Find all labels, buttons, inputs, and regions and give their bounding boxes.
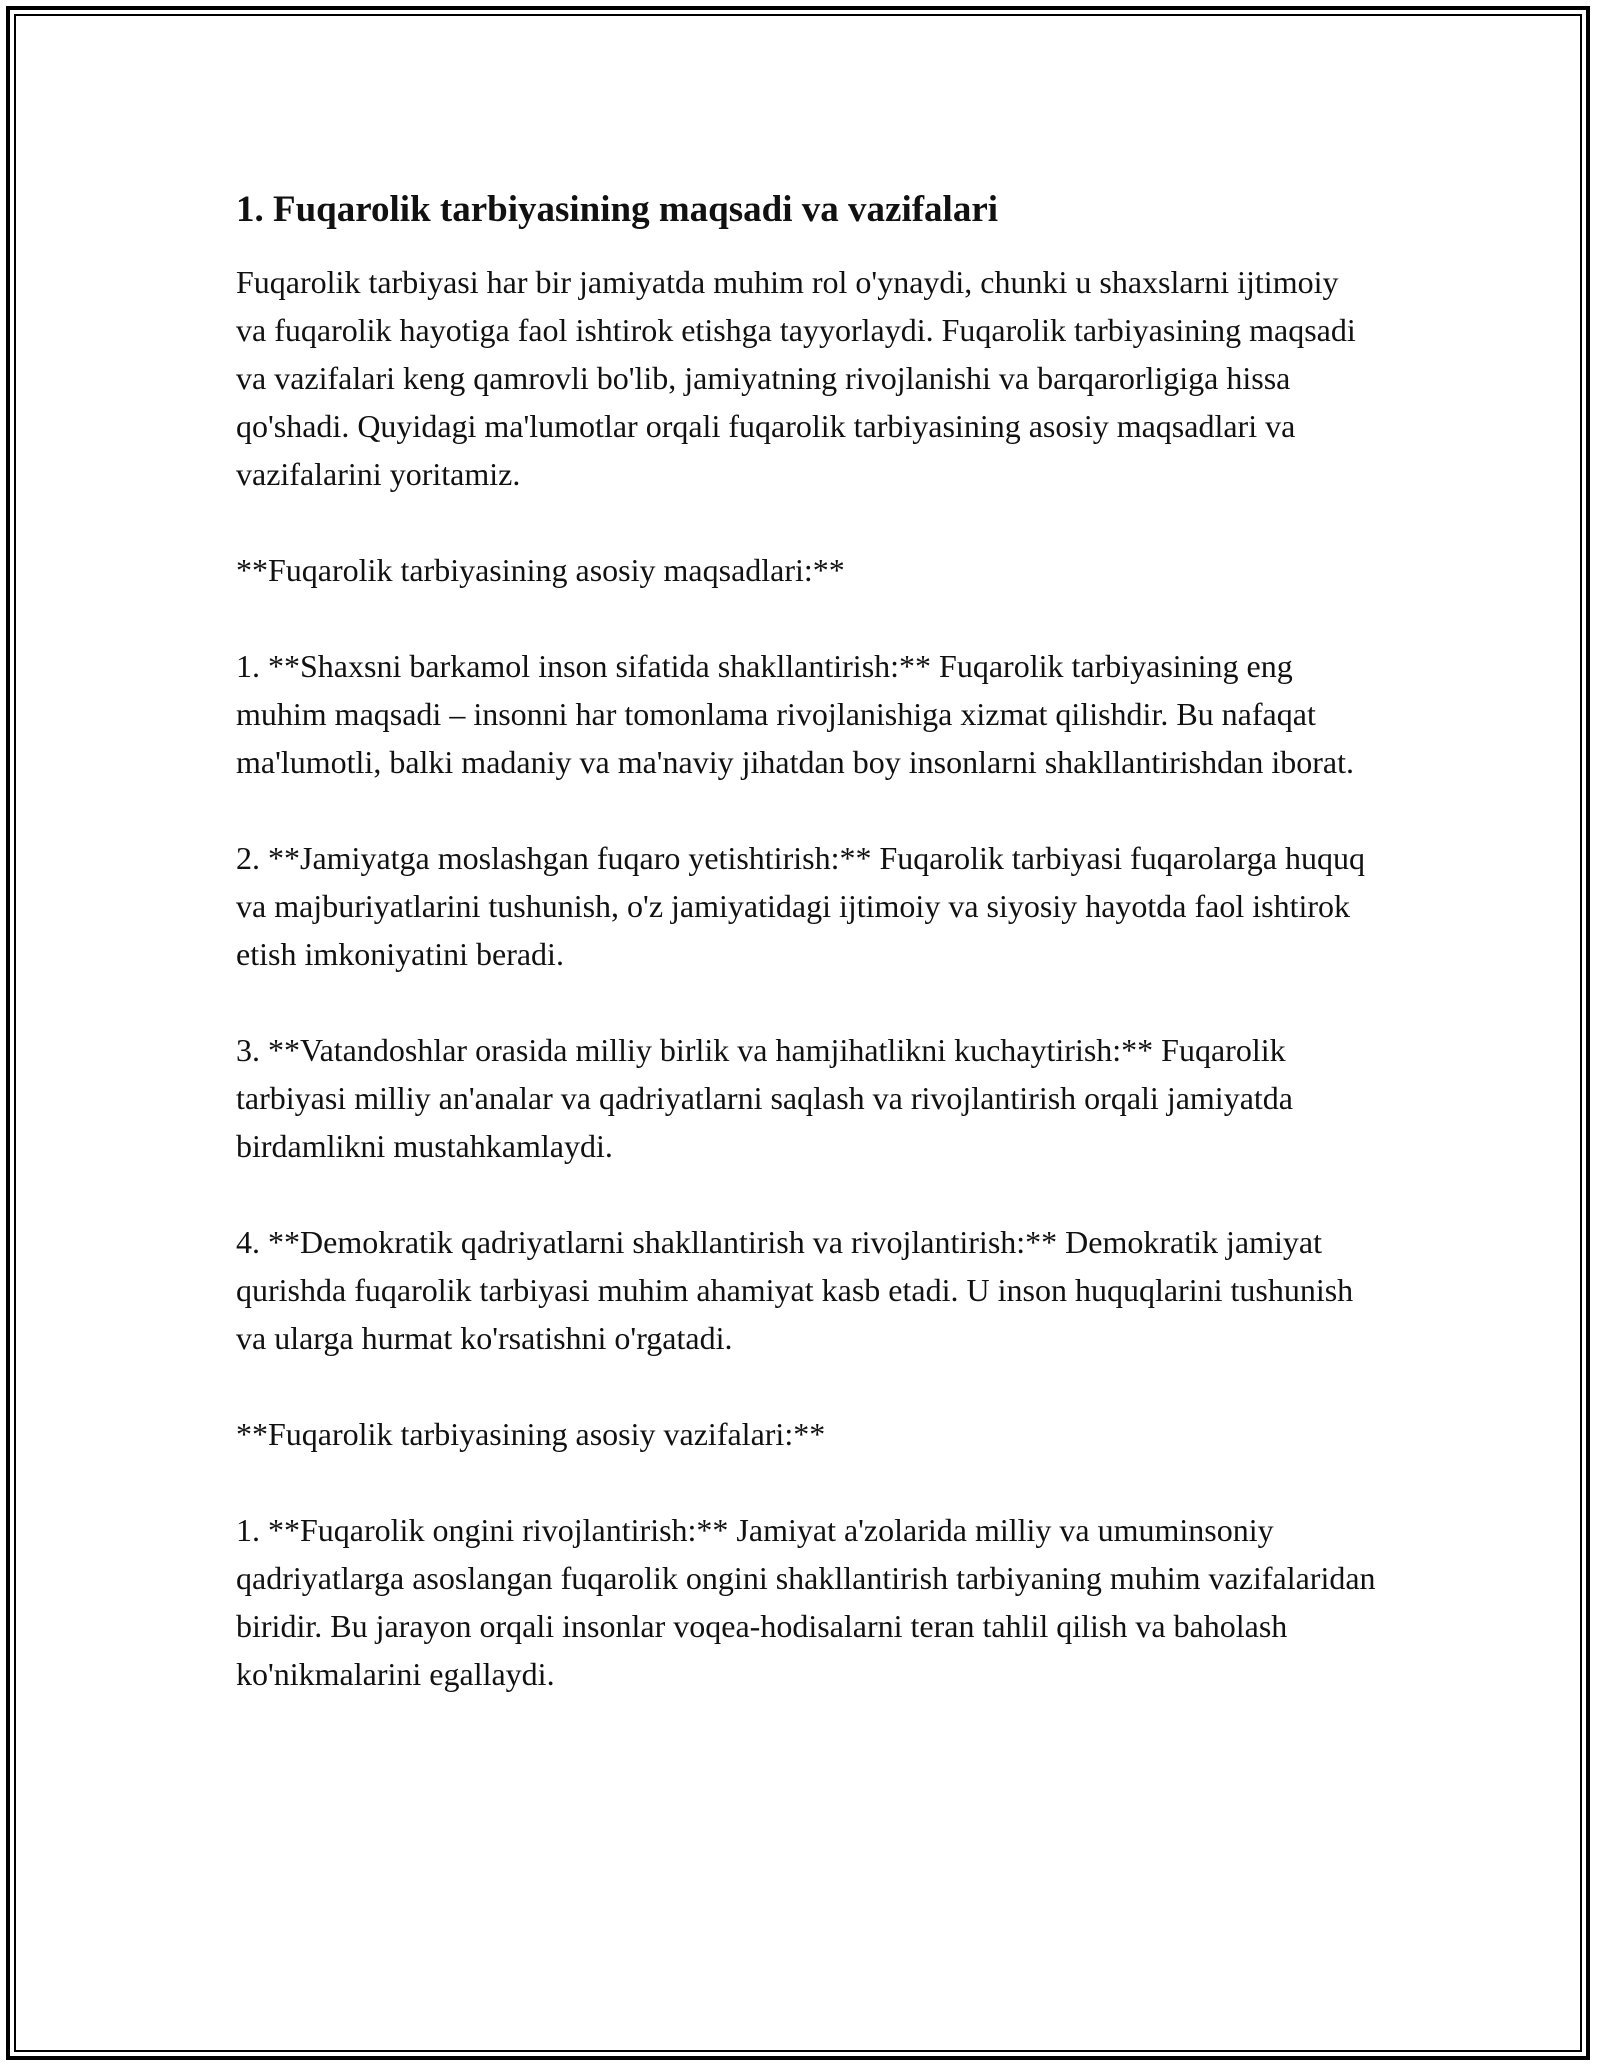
goal-item-3: 3. **Vatandoshlar orasida milliy birlik va hamjihatlikni kuchaytirish:** Fuqarolik tarbiyasi milliy an'analar va qadriyatlarni saqlash va rivojlantirish orqali jamiyatda birdamlikni mustahkamlaydi. <box>236 1032 1293 1165</box>
goals-heading: **Fuqarolik tarbiyasining asosiy maqsadlari:** <box>236 552 845 589</box>
document-body <box>236 186 1376 1698</box>
task-item-1: 1. **Fuqarolik ongini rivojlantirish:** Jamiyat a'zolarida milliy va umuminsoniy qadriyatlarga asoslangan fuqarolik ongini shakllantirish tarbiyaning muhim vazifalaridan biridir. Bu jarayon orqali insonlar voqea-hodisalarni teran tahlil qilish va baholash ko'nikmalarini egallaydi. <box>236 1512 1376 1693</box>
intro-paragraph: Fuqarolik tarbiyasi har bir jamiyatda muhim rol o'ynaydi, chunki u shaxslarni ijtimoiy va fuqarolik hayotiga faol ishtirok etishga tayyorlaydi. Fuqarolik tarbiyasining maqsadi va vazifalari keng qamrovli bo'lib, jamiyatning rivojlanishi va barqarorligiga hissa qo'shadi. Quyidagi ma'lumotlar orqali fuqarolik tarbiyasining asosiy maqsadlari va vazifalarini yoritamiz. <box>236 264 1356 493</box>
document-title: 1. Fuqarolik tarbiyasining maqsadi va vazifalari <box>236 189 999 230</box>
tasks-heading: **Fuqarolik tarbiyasining asosiy vazifalari:** <box>236 1416 826 1453</box>
goal-item-2: 2. **Jamiyatga moslashgan fuqaro yetishtirish:** Fuqarolik tarbiyasi fuqarolarga huquq va majburiyatlarini tushunish, o'z jamiyatidagi ijtimoiy va siyosiy hayotda faol ishtirok etish imkoniyatini beradi. <box>236 840 1365 973</box>
goal-item-4: 4. **Demokratik qadriyatlarni shakllantirish va rivojlantirish:** Demokratik jamiyat qurishda fuqarolik tarbiyasi muhim ahamiyat kasb etadi. U inson huquqlarini tushunish va ularga hurmat ko'rsatishni o'rgatadi. <box>236 1224 1354 1357</box>
goal-item-1: 1. **Shaxsni barkamol inson sifatida shakllantirish:** Fuqarolik tarbiyasining eng muhim maqsadi – insonni har tomonlama rivojlanishiga xizmat qilishdir. Bu nafaqat ma'lumotli, balki madaniy va ma'naviy jihatdan boy insonlarni shakllantirishdan iborat. <box>236 648 1354 781</box>
